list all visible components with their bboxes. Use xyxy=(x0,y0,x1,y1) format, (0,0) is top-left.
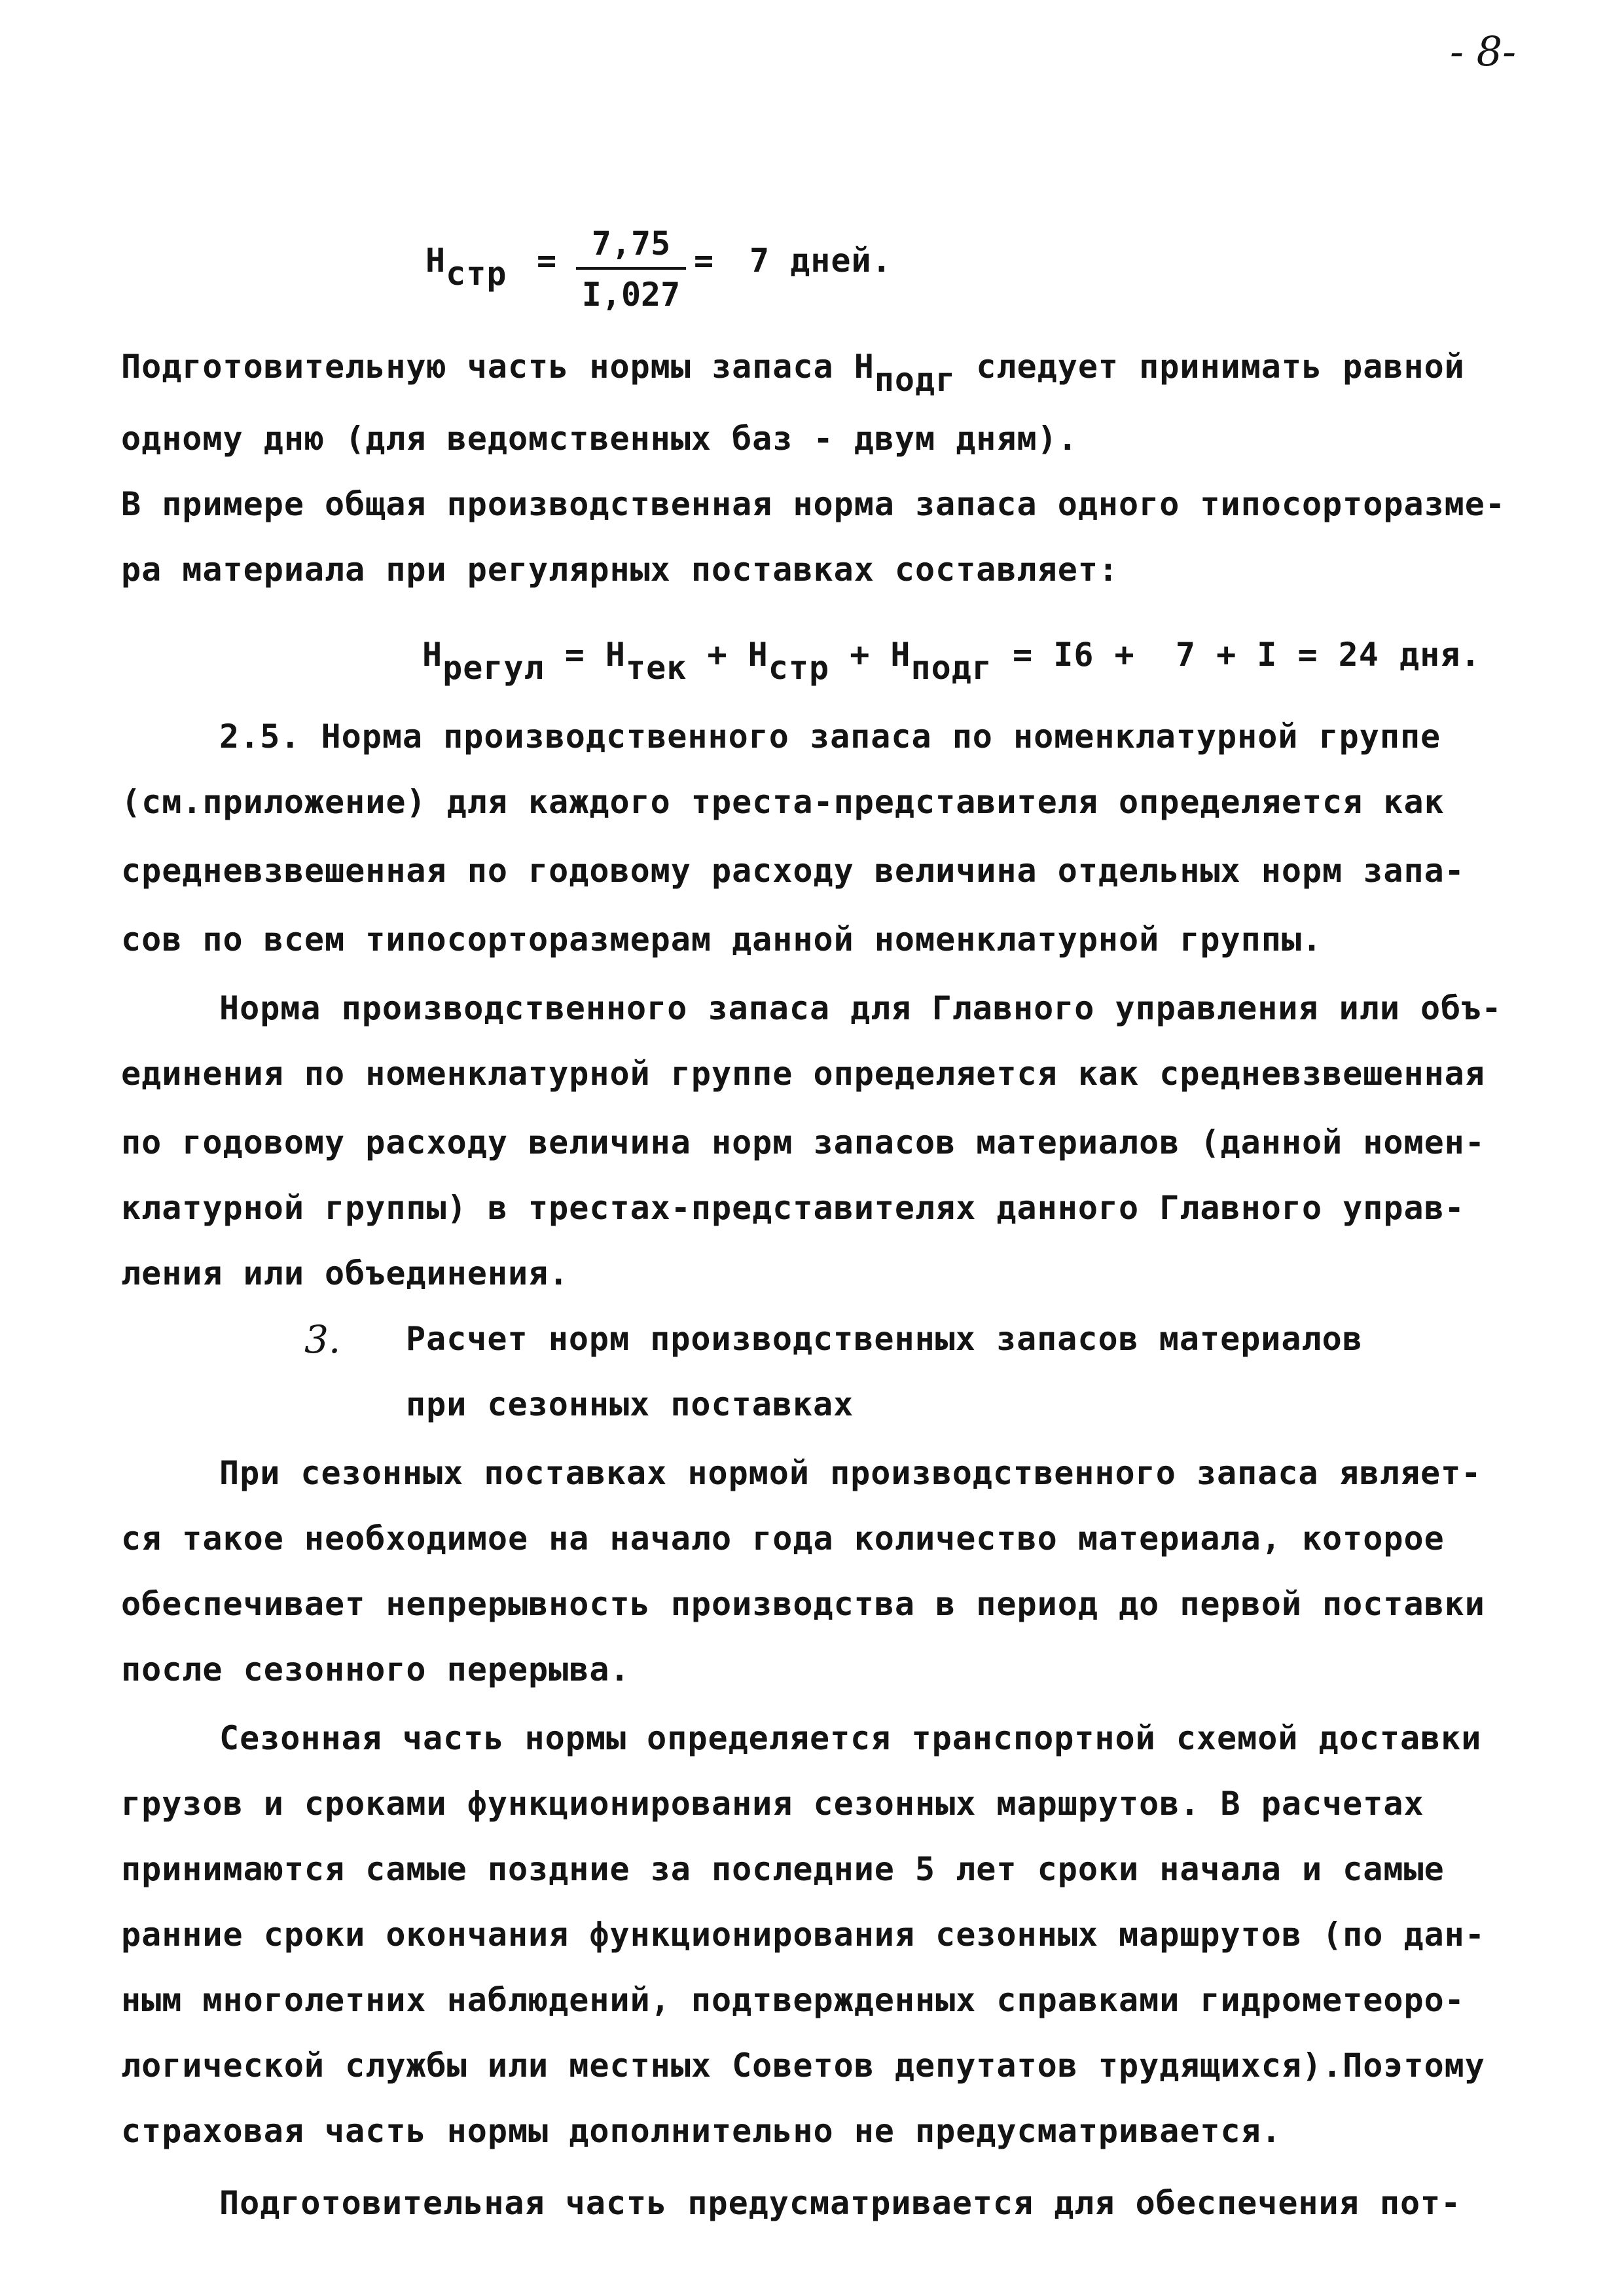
section3-heading-line2: при сезонных поставках xyxy=(406,1385,854,1423)
main-para-line: единения по номенклатурной группе определяется как средневзвешенная xyxy=(121,1055,1485,1093)
seasonal-para-line: ся такое необходимое на начало года количество материала, которое xyxy=(121,1520,1445,1558)
para2-line1: В примере общая производственная норма запаса одного типосорторазме- xyxy=(121,485,1506,523)
season-part-line: принимаются самые поздние за последние 5 лет сроки начала и самые xyxy=(121,1850,1445,1888)
formula1-eq1: = xyxy=(537,242,558,280)
formula1-eq2: = xyxy=(694,242,715,280)
season-part-line: логической службы или местных Советов депутатов трудящихся).Поэтому xyxy=(121,2047,1485,2085)
section25-line: 2.5. Норма производственного запаса по номенклатурной группе xyxy=(219,718,1441,756)
fraction-bar xyxy=(576,267,686,270)
formula1-result: 7 дней. xyxy=(749,242,892,280)
seasonal-para-line: При сезонных поставках нормой производственного запаса являет- xyxy=(219,1454,1482,1492)
season-part-line: ным многолетних наблюдений, подтвержденных справками гидрометеоро- xyxy=(121,1981,1465,2019)
season-part-line: страховая часть нормы дополнительно не предусматривается. xyxy=(121,2112,1282,2150)
season-part-line: Сезонная часть нормы определяется транспортной схемой доставки xyxy=(219,1719,1482,1757)
section25-line: средневзвешенная по годовому расходу величина отдельных норм запа- xyxy=(121,852,1465,890)
season-part-line: ранние сроки окончания функционирования сезонных маршрутов (по дан- xyxy=(121,1916,1485,1954)
formula1-lhs: Нстр xyxy=(425,242,507,293)
formula1-numerator: 7,75 xyxy=(591,225,671,263)
section3-heading-line1: Расчет норм производственных запасов материалов xyxy=(406,1320,1363,1358)
page-number: - 8- xyxy=(1450,27,1517,75)
last-para-line: Подготовительная часть предусматривается для обеспечения пот- xyxy=(219,2184,1462,2222)
para1-line2: одному дню (для ведомственных баз - двум дням). xyxy=(121,420,1078,458)
section25-line: (см.приложение) для каждого треста-представителя определяется как xyxy=(121,783,1445,821)
seasonal-para-line: обеспечивает непрерывность производства в период до первой поставки xyxy=(121,1585,1485,1623)
main-para-line: клатурной группы) в трестах-представителях данного Главного управ- xyxy=(121,1189,1465,1227)
main-para-line: ления или объединения. xyxy=(121,1254,569,1292)
seasonal-para-line: после сезонного перерыва. xyxy=(121,1650,630,1688)
para1-line1: Подготовительную часть нормы запаса Нподг следует принимать равной xyxy=(121,348,1465,399)
section25-line: сов по всем типосорторазмерам данной номенклатурной группы. xyxy=(121,920,1323,958)
main-para-line: Норма производственного запаса для Главного управления или объ- xyxy=(219,989,1502,1027)
para2-line2: ра материала при регулярных поставках составляет: xyxy=(121,551,1119,589)
season-part-line: грузов и сроками функционирования сезонных маршрутов. В расчетах xyxy=(121,1785,1424,1823)
section3-number: 3. xyxy=(304,1317,341,1362)
formula1-denominator: I,027 xyxy=(581,276,681,314)
formula-regular-norm: Нрегул = Нтек + Нстр + Нподг = I6 + 7 + I = 24 дня. xyxy=(422,636,1481,687)
main-para-line: по годовому расходу величина норм запасов материалов (данной номен- xyxy=(121,1123,1485,1161)
